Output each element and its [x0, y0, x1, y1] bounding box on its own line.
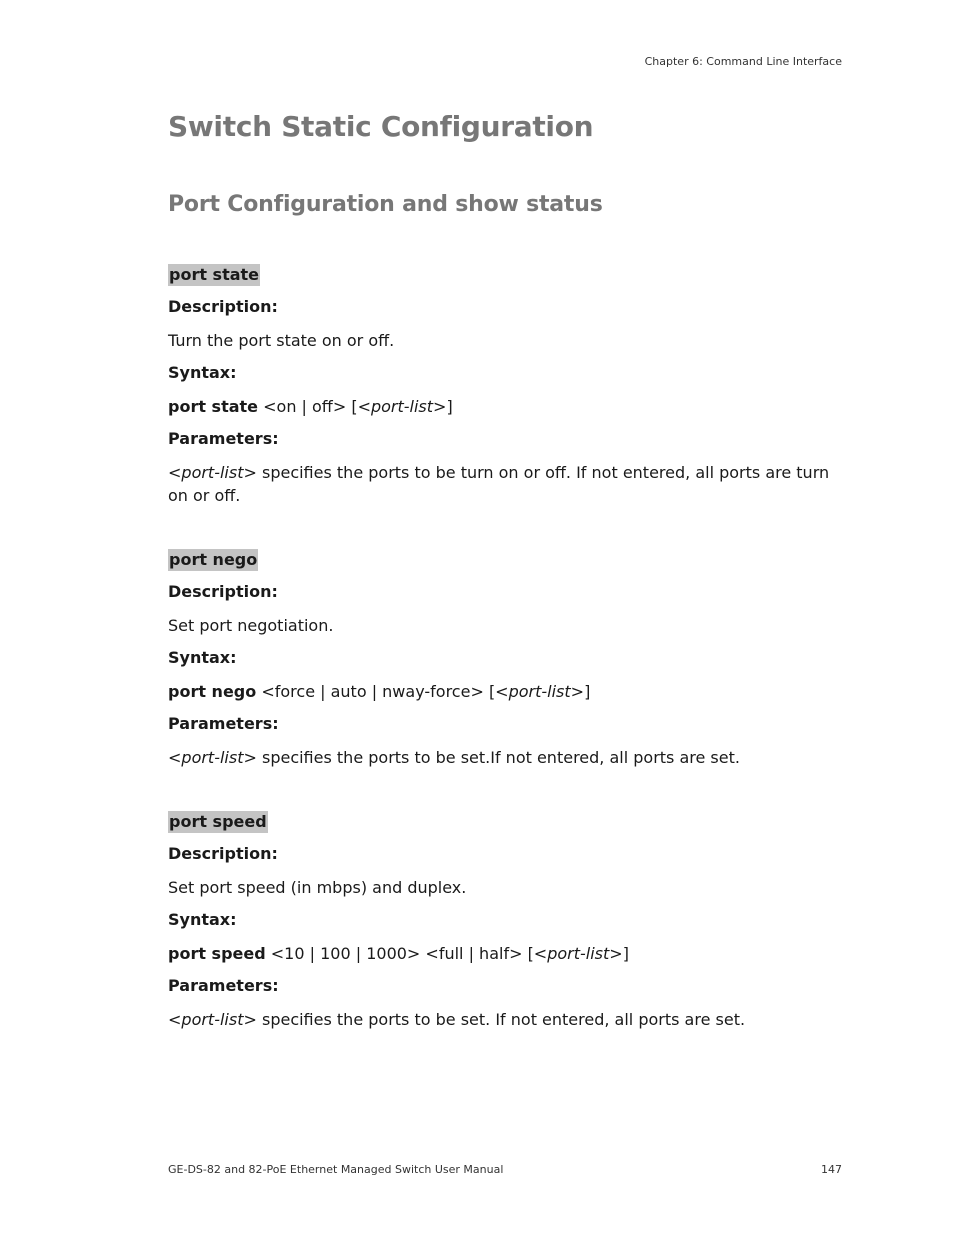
syntax-text — [168, 680, 838, 703]
parameters-text — [168, 1008, 838, 1031]
syntax-command: port speed — [168, 944, 266, 963]
param-description: > specifies the ports to be set. If not entered, all ports are set. — [243, 1010, 746, 1029]
footer-manual-title: GE-DS-82 and 82-PoE Ethernet Managed Switch User Manual — [168, 1163, 504, 1176]
param-description: > specifies the ports to be turn on or off. If not entered, all ports are turn on or off. — [168, 463, 830, 505]
parameters-text — [168, 461, 838, 507]
section-title: Port Configuration and show status — [168, 192, 603, 217]
command-port-state — [168, 264, 838, 517]
param-name: port-list — [181, 1010, 244, 1029]
syntax-args-end: >] — [570, 682, 591, 701]
parameters-text — [168, 746, 838, 769]
command-name: port speed — [169, 812, 267, 831]
description-label: Description: — [168, 297, 278, 316]
syntax-label: Syntax: — [168, 648, 237, 667]
command-port-speed — [168, 811, 838, 1041]
syntax-args-end: >] — [433, 397, 453, 416]
syntax-label: Syntax: — [168, 363, 237, 382]
description-label: Description: — [168, 582, 278, 601]
command-name: port nego — [169, 550, 258, 569]
description-text: Set port negotiation. — [168, 616, 334, 635]
running-header: Chapter 6: Command Line Interface — [644, 55, 842, 68]
param-name: port-list — [181, 463, 244, 482]
syntax-args: <10 | 100 | 1000> <full | half> [< — [265, 944, 548, 963]
page-number: 147 — [821, 1163, 842, 1176]
syntax-args: <force | auto | nway-force> [< — [256, 682, 509, 701]
parameters-label: Parameters: — [168, 714, 279, 733]
description-text: Turn the port state on or off. — [168, 331, 395, 350]
param-open: < — [168, 463, 182, 482]
syntax-text — [168, 395, 838, 418]
command-name: port state — [169, 265, 260, 284]
syntax-param: port-list — [508, 682, 571, 701]
parameters-label: Parameters: — [168, 429, 279, 448]
description-label: Description: — [168, 844, 278, 863]
command-port-nego — [168, 549, 838, 779]
param-description: > specifies the ports to be set.If not entered, all ports are set. — [243, 748, 740, 767]
page-title: Switch Static Configuration — [168, 110, 594, 143]
description-text: Set port speed (in mbps) and duplex. — [168, 878, 467, 897]
syntax-label: Syntax: — [168, 910, 237, 929]
syntax-command: port nego — [168, 682, 257, 701]
syntax-param: port-list — [370, 397, 434, 416]
syntax-param: port-list — [547, 944, 610, 963]
param-open: < — [168, 748, 182, 767]
syntax-command: port state — [168, 397, 259, 416]
syntax-args: <on | off> [< — [258, 397, 371, 416]
syntax-args-end: >] — [609, 944, 629, 963]
parameters-label: Parameters: — [168, 976, 279, 995]
param-name: port-list — [181, 748, 244, 767]
syntax-text — [168, 942, 838, 965]
param-open: < — [168, 1010, 182, 1029]
